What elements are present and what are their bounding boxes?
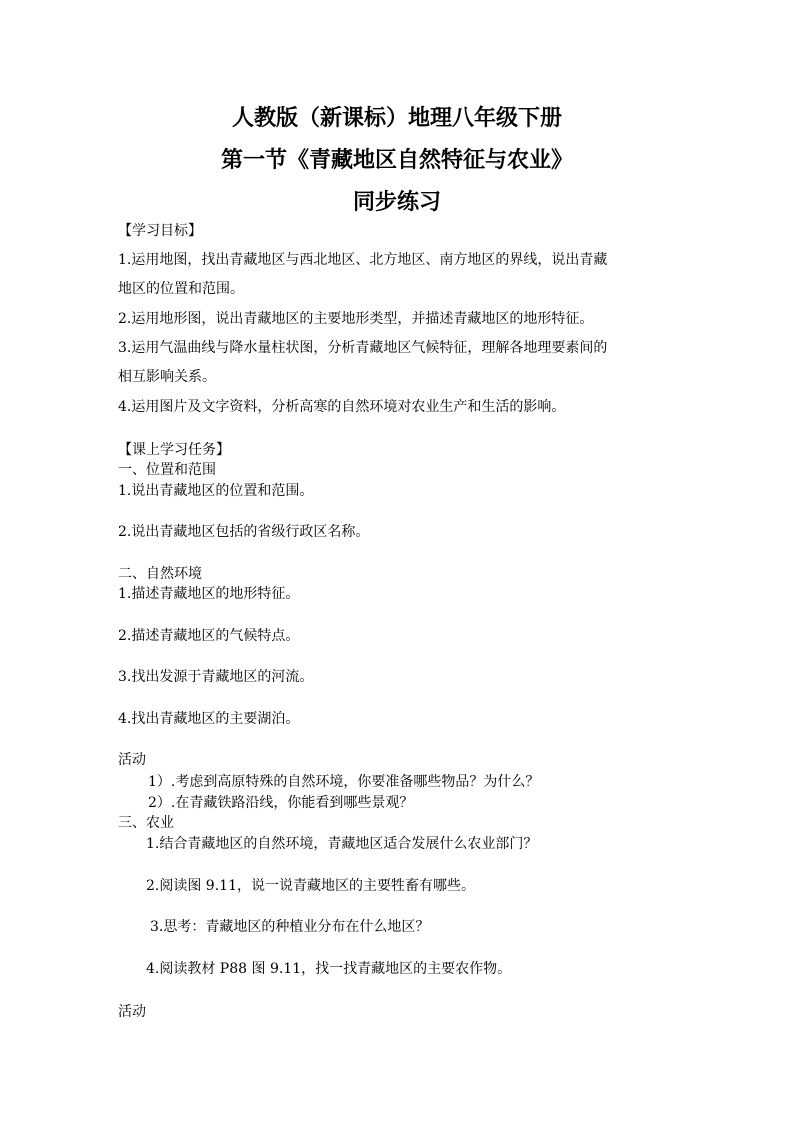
section-3-heading: 三、农业 (118, 815, 174, 831)
document-title: 人教版（新课标）地理八年级下册 (231, 105, 562, 131)
section-1-question-1: 1.说出青藏地区的位置和范围。 (118, 483, 314, 499)
activity-1-item-1: 1）.考虑到高原特殊的自然环境，你要准备哪些物品？为什么？ (148, 774, 540, 790)
section-2-question-2: 2.描述青藏地区的气候特点。 (118, 628, 300, 644)
objective-4: 4.运用图片及文字资料，分析高寒的自然环境对农业生产和生活的影响。 (118, 399, 566, 415)
activity-1-item-2: 2）.在青藏铁路沿线，你能看到哪些景观？ (148, 795, 414, 811)
section-1-heading: 一、位置和范围 (118, 462, 216, 478)
tasks-heading: 【课上学习任务】 (118, 442, 230, 458)
activity-2-heading: 活动 (118, 1004, 146, 1020)
section-2-question-3: 3.找出发源于青藏地区的河流。 (118, 669, 314, 685)
objective-1-line-1: 1.运用地图，找出青藏地区与西北地区、北方地区、南方地区的界线，说出青藏 (118, 252, 608, 268)
section-1-question-2: 2.说出青藏地区包括的省级行政区名称。 (118, 524, 370, 540)
exercise-title: 同步练习 (352, 189, 441, 215)
objective-3-line-1: 3.运用气温曲线与降水量柱状图，分析青藏地区气候特征，理解各地理要素间的 (118, 340, 608, 356)
section-2-heading: 二、自然环境 (118, 566, 202, 582)
objective-1-line-2: 地区的位置和范围。 (118, 281, 244, 297)
section-3-question-2: 2.阅读图 9.11，说一说青藏地区的主要牲畜有哪些。 (146, 878, 475, 894)
activity-1-heading: 活动 (118, 752, 146, 768)
section-2-question-1: 1.描述青藏地区的地形特征。 (118, 586, 300, 602)
section-3-question-1: 1.结合青藏地区的自然环境，青藏地区适合发展什么农业部门？ (146, 836, 538, 852)
lesson-title: 第一节《青藏地区自然特征与农业》 (220, 147, 573, 173)
section-3-question-4: 4.阅读教材 P88 图 9.11，找一找青藏地区的主要农作物。 (146, 961, 512, 977)
section-3-question-3: 3.思考：青藏地区的种植业分布在什么地区？ (150, 919, 430, 935)
objective-2: 2.运用地形图，说出青藏地区的主要地形类型，并描述青藏地区的地形特征。 (118, 311, 594, 327)
section-2-question-4: 4.找出青藏地区的主要湖泊。 (118, 711, 300, 727)
objectives-heading: 【学习目标】 (118, 223, 202, 239)
objective-3-line-2: 相互影响关系。 (118, 369, 216, 385)
